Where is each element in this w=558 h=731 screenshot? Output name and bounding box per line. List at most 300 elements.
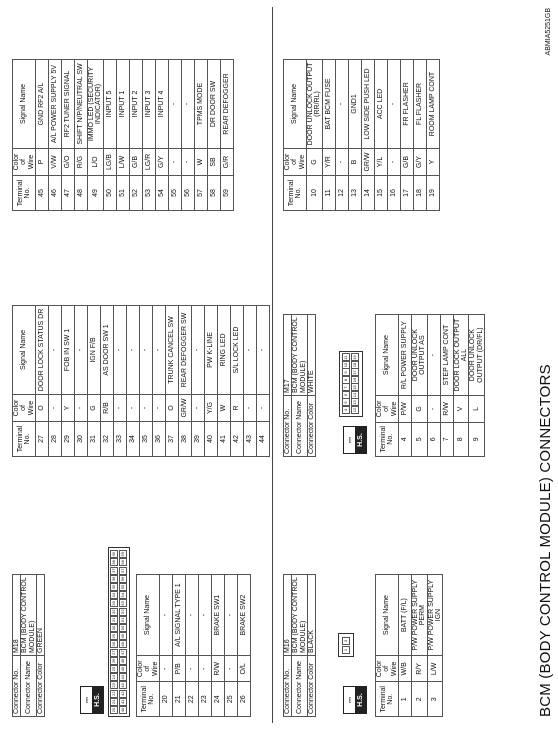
table-row bbox=[205, 306, 218, 457]
signal-name-cell: REAR DEFOGGER SW bbox=[179, 306, 192, 395]
table-row bbox=[348, 60, 361, 211]
terminal-no-cell: 55 bbox=[168, 176, 181, 211]
terminal-no-cell: 24 bbox=[212, 682, 225, 717]
terminal-no-cell: 15 bbox=[374, 176, 387, 211]
header-signal-name: Signal Name bbox=[376, 575, 399, 656]
terminal-no-cell: 31 bbox=[88, 422, 101, 457]
connector-pin: 26 bbox=[111, 658, 116, 664]
wire-color-cell: Y/L bbox=[374, 149, 387, 176]
wire-color-cell: W bbox=[194, 149, 207, 176]
terminal-no-cell: 49 bbox=[88, 176, 104, 211]
table-row bbox=[199, 575, 212, 717]
signal-name-cell: R/L POWER SUPPLY bbox=[399, 315, 412, 396]
terminal-no-cell: 57 bbox=[194, 176, 207, 211]
wire-color-cell: - bbox=[181, 149, 194, 176]
terminal-no-cell: 46 bbox=[49, 176, 62, 211]
table-row bbox=[218, 306, 231, 457]
table-row bbox=[427, 575, 443, 717]
signal-name-cell: - bbox=[225, 575, 238, 656]
signal-name-cell: INPUT 2 bbox=[129, 60, 142, 149]
terminal-no-cell: 43 bbox=[244, 422, 257, 457]
signal-name-cell: - bbox=[114, 306, 127, 395]
connector-pin: 51 bbox=[120, 617, 125, 623]
signal-name-cell: - bbox=[257, 306, 270, 395]
terminal-no-cell: 19 bbox=[426, 176, 439, 211]
connector-no-value: M18 bbox=[13, 575, 21, 656]
terminal-no-cell: 52 bbox=[129, 176, 142, 211]
wire-color-cell: - bbox=[387, 149, 400, 176]
table-row bbox=[207, 60, 220, 211]
connector-pin: 54 bbox=[120, 592, 125, 598]
signal-name-cell: - bbox=[49, 306, 62, 395]
table-row bbox=[192, 306, 205, 457]
table-row bbox=[238, 575, 251, 717]
connector-pin: 37 bbox=[111, 568, 116, 573]
m17-pin-table-continued bbox=[283, 59, 440, 211]
connector-pin: 48 bbox=[120, 642, 125, 647]
connector-pin: 15 bbox=[352, 385, 357, 390]
car-harness-icon: ⎓ bbox=[344, 427, 356, 453]
table-row bbox=[335, 60, 348, 211]
signal-name-cell: PW K-LINE bbox=[205, 306, 218, 395]
connector-pin: 18 bbox=[352, 362, 357, 368]
connector-pin: 5 bbox=[342, 399, 350, 407]
terminal-no-cell: 54 bbox=[155, 176, 168, 211]
table-row bbox=[173, 575, 186, 717]
connector-pin: 40 bbox=[120, 707, 125, 713]
table-row bbox=[75, 60, 88, 211]
signal-name-cell: A/L POWER SUPPLY 5V bbox=[49, 60, 62, 149]
signal-name-cell: P/W POWER SUPPLY PERM bbox=[412, 575, 428, 656]
figure-code: ABMIA5251GB bbox=[545, 8, 552, 56]
terminal-no-cell: 34 bbox=[127, 422, 140, 457]
signal-name-cell: BATT (F/L) bbox=[399, 575, 412, 656]
wire-color-cell: - bbox=[244, 395, 257, 422]
table-row bbox=[88, 306, 101, 457]
wire-color-cell: L/O bbox=[88, 149, 104, 176]
signal-name-cell: S/L LOCK LED bbox=[231, 306, 244, 395]
table-row bbox=[412, 315, 428, 457]
table-row bbox=[36, 306, 49, 457]
wire-color-cell: G bbox=[307, 149, 323, 176]
connector-pin: 1 bbox=[342, 646, 350, 654]
connector-pin: 44 bbox=[120, 674, 125, 680]
wire-color-cell: GR/W bbox=[179, 395, 192, 422]
signal-name-cell: INPUT 1 bbox=[116, 60, 129, 149]
table-row bbox=[469, 315, 485, 457]
table-row bbox=[101, 306, 114, 457]
wire-color-cell: V bbox=[453, 396, 469, 422]
header-signal-name: Signal Name bbox=[137, 575, 160, 656]
wire-color-cell: - bbox=[225, 656, 238, 682]
connector-pin: 3 bbox=[342, 637, 350, 645]
connector-pin: 6 bbox=[342, 391, 350, 399]
connector-pin: 9 bbox=[342, 369, 350, 377]
connector-pin: 55 bbox=[120, 584, 125, 590]
wire-color-cell: - bbox=[199, 656, 212, 682]
m18-pin-table-continued-1 bbox=[12, 305, 270, 457]
label-connector-name: Connector Name bbox=[292, 396, 308, 457]
label-connector-no: Connector No. bbox=[284, 396, 292, 457]
wire-color-cell: G/B bbox=[400, 149, 413, 176]
connector-pin: 25 bbox=[111, 666, 116, 672]
m18-pin-table bbox=[136, 574, 251, 717]
header-color-of-wire: Color of Wire bbox=[13, 395, 36, 422]
signal-name-cell: DOOR UNLOCK OUTPUT (DR/FL) bbox=[469, 315, 485, 396]
m18-pin-table-continued-2 bbox=[12, 59, 234, 211]
signal-name-cell: RF2 TUNER SIGNAL bbox=[62, 60, 75, 149]
signal-name-cell: DR DOOR SW bbox=[207, 60, 220, 149]
terminal-no-cell: 32 bbox=[101, 422, 114, 457]
wire-color-cell: GR/W bbox=[361, 149, 374, 176]
wire-color-cell: - bbox=[186, 656, 199, 682]
table-row bbox=[244, 306, 257, 457]
wire-color-cell: G/O bbox=[62, 149, 75, 176]
terminal-no-cell: 58 bbox=[207, 176, 220, 211]
terminal-no-cell: 22 bbox=[186, 682, 199, 717]
terminal-no-cell: 9 bbox=[469, 422, 485, 456]
signal-name-cell: - bbox=[75, 306, 88, 395]
terminal-no-cell: 13 bbox=[348, 176, 361, 211]
signal-name-cell: IMMO LED (SECURITY INDICATOR) bbox=[88, 60, 104, 149]
connector-m16-block bbox=[283, 574, 443, 717]
connector-m18-block bbox=[12, 551, 248, 717]
signal-name-cell: - bbox=[127, 306, 140, 395]
terminal-no-cell: 47 bbox=[62, 176, 75, 211]
connector-pin: 17 bbox=[352, 370, 357, 375]
signal-name-cell: ACC LED bbox=[374, 60, 387, 149]
m18-continued-block-2 bbox=[12, 59, 234, 211]
table-row bbox=[440, 315, 453, 457]
terminal-no-cell: 33 bbox=[114, 422, 127, 457]
terminal-no-cell: 44 bbox=[257, 422, 270, 457]
hs-label: H.S. bbox=[356, 427, 366, 453]
wire-color-cell: R/W bbox=[212, 656, 225, 682]
connector-pin: 13 bbox=[352, 400, 357, 405]
signal-name-cell: SHIFT N/P/NEUTRAL SW bbox=[75, 60, 88, 149]
m16-pin-table bbox=[375, 574, 443, 717]
table-row bbox=[142, 60, 155, 211]
connector-pin: 33 bbox=[111, 601, 116, 606]
hs-label: H.S. bbox=[93, 687, 103, 713]
connector-pin: 42 bbox=[120, 691, 125, 696]
signal-name-cell: AS DOOR SW 1 bbox=[101, 306, 114, 395]
connector-no-value: M16 bbox=[284, 575, 292, 656]
connector-pin: 39 bbox=[111, 551, 116, 557]
wire-color-cell: R/B bbox=[101, 395, 114, 422]
connector-pin: 36 bbox=[111, 576, 116, 582]
connector-m18-info bbox=[12, 574, 45, 717]
signal-name-cell: - bbox=[192, 306, 205, 395]
connector-pin: 11 bbox=[343, 355, 348, 360]
wire-color-cell: P/W bbox=[399, 396, 412, 422]
connector-pin: 24 bbox=[111, 674, 116, 680]
table-row bbox=[194, 60, 207, 211]
header-signal-name: Signal Name bbox=[376, 315, 399, 396]
connector-pin: 14 bbox=[352, 392, 357, 398]
signal-name-cell: DOOR LOCK OUTPUT ALL bbox=[453, 315, 469, 396]
table-row bbox=[220, 60, 233, 211]
wire-color-cell: R/W bbox=[440, 396, 453, 422]
wire-color-cell: - bbox=[153, 395, 166, 422]
connector-pin: 34 bbox=[111, 592, 116, 598]
m18-continued-block-1 bbox=[12, 305, 270, 457]
connector-name-value: BCM (BODY CONTROL MODULE) bbox=[292, 315, 308, 396]
signal-name-cell: A/L SIGNAL TYPE 1 bbox=[173, 575, 186, 656]
connector-name-value: BCM (BODY CONTROL MODULE) bbox=[21, 575, 37, 656]
wire-color-cell: Y/G bbox=[205, 395, 218, 422]
terminal-no-cell: 5 bbox=[412, 422, 428, 456]
terminal-no-cell: 51 bbox=[116, 176, 129, 211]
terminal-no-cell: 56 bbox=[181, 176, 194, 211]
connector-face-m18 bbox=[108, 547, 130, 717]
m17-continued-block bbox=[283, 59, 440, 211]
terminal-no-cell: 23 bbox=[199, 682, 212, 717]
terminal-no-cell: 16 bbox=[387, 176, 400, 211]
table-row bbox=[257, 306, 270, 457]
label-connector-no: Connector No. bbox=[13, 656, 21, 717]
wire-color-cell: O bbox=[166, 395, 179, 422]
wire-color-cell: L bbox=[469, 396, 485, 422]
signal-name-cell: BRAKE SW1 bbox=[212, 575, 225, 656]
table-row bbox=[36, 60, 49, 211]
table-row bbox=[427, 315, 440, 457]
terminal-no-cell: 27 bbox=[36, 422, 49, 457]
signal-name-cell: INPUT 5 bbox=[103, 60, 116, 149]
hs-badge bbox=[343, 686, 367, 714]
wire-color-cell: R/Y bbox=[412, 656, 428, 682]
wire-color-cell: R/G bbox=[75, 149, 88, 176]
wire-color-cell: R bbox=[231, 395, 244, 422]
label-connector-name: Connector Name bbox=[21, 656, 37, 717]
header-terminal-no: Terminal No. bbox=[13, 422, 36, 457]
connector-pin: 31 bbox=[111, 617, 116, 623]
hs-label: H.S. bbox=[356, 687, 366, 713]
terminal-no-cell: 50 bbox=[103, 176, 116, 211]
wire-color-cell: O/L bbox=[238, 656, 251, 682]
signal-name-cell: TRUNK CANCEL SW bbox=[166, 306, 179, 395]
terminal-no-cell: 29 bbox=[62, 422, 75, 457]
wire-color-cell: P/B bbox=[173, 656, 186, 682]
terminal-no-cell: 53 bbox=[142, 176, 155, 211]
table-row bbox=[181, 60, 194, 211]
wire-color-cell: - bbox=[140, 395, 153, 422]
connector-pin: 4 bbox=[342, 406, 350, 414]
header-color-of-wire: Color of Wire bbox=[376, 396, 399, 422]
wire-color-cell: G bbox=[412, 396, 428, 422]
table-row bbox=[168, 60, 181, 211]
hs-badge bbox=[80, 686, 104, 714]
wire-color-cell: W bbox=[218, 395, 231, 422]
signal-name-cell: - bbox=[186, 575, 199, 656]
signal-name-cell: STEP LAMP CONT bbox=[440, 315, 453, 396]
terminal-no-cell: 21 bbox=[173, 682, 186, 717]
table-row bbox=[225, 575, 238, 717]
table-row bbox=[212, 575, 225, 717]
table-row bbox=[231, 306, 244, 457]
terminal-no-cell: 4 bbox=[399, 422, 412, 456]
table-row bbox=[387, 60, 400, 211]
connector-pin: 10 bbox=[343, 362, 348, 368]
connector-pin: 16 bbox=[352, 377, 357, 383]
signal-name-cell: FL FLASHER bbox=[413, 60, 426, 149]
signal-name-cell: TPMS MODE bbox=[194, 60, 207, 149]
wire-color-cell: G/Y bbox=[155, 149, 168, 176]
connector-pin: 21 bbox=[111, 699, 116, 705]
terminal-no-cell: 7 bbox=[440, 422, 453, 456]
signal-name-cell: DOOR UNLOCK OUTPUT AS bbox=[412, 315, 428, 396]
connector-pin: 30 bbox=[111, 625, 116, 631]
connector-pin: 12 bbox=[352, 407, 357, 413]
table-row bbox=[307, 60, 323, 211]
header-color-of-wire: Color of Wire bbox=[284, 149, 307, 176]
table-row bbox=[114, 306, 127, 457]
wire-color-cell: P bbox=[36, 149, 49, 176]
signal-name-cell: GND RF2 A/L bbox=[36, 60, 49, 149]
signal-name-cell: DOOR LOCK STATUS DR bbox=[36, 306, 49, 395]
table-row bbox=[413, 60, 426, 211]
connector-pin: 49 bbox=[120, 633, 125, 639]
wire-color-cell: - bbox=[192, 395, 205, 422]
wire-color-cell: G/R bbox=[220, 149, 233, 176]
table-row bbox=[116, 60, 129, 211]
table-row bbox=[179, 306, 192, 457]
connector-color-value: WHITE bbox=[308, 315, 316, 396]
terminal-no-cell: 28 bbox=[49, 422, 62, 457]
terminal-no-cell: 35 bbox=[140, 422, 153, 457]
terminal-no-cell: 14 bbox=[361, 176, 374, 211]
signal-name-cell: - bbox=[199, 575, 212, 656]
connector-face-m17 bbox=[339, 351, 363, 417]
hs-badge bbox=[343, 426, 367, 454]
wire-color-cell: - bbox=[75, 395, 88, 422]
table-row bbox=[160, 575, 173, 717]
wire-color-cell: Y bbox=[62, 395, 75, 422]
label-connector-color: Connector Color bbox=[308, 656, 316, 717]
connector-pin: 28 bbox=[111, 642, 116, 647]
table-row bbox=[166, 306, 179, 457]
wire-color-cell: V/W bbox=[49, 149, 62, 176]
table-row bbox=[153, 306, 166, 457]
terminal-no-cell: 38 bbox=[179, 422, 192, 457]
connector-pin: 35 bbox=[111, 584, 116, 590]
wire-color-cell: G bbox=[88, 395, 101, 422]
connector-pin: 47 bbox=[120, 650, 125, 655]
label-connector-color: Connector Color bbox=[308, 396, 316, 457]
signal-name-cell: - bbox=[335, 60, 348, 149]
table-row bbox=[322, 60, 335, 211]
table-row bbox=[400, 60, 413, 211]
signal-name-cell: - bbox=[140, 306, 153, 395]
table-row bbox=[129, 60, 142, 211]
table-row bbox=[399, 315, 412, 457]
connector-pin: 29 bbox=[111, 633, 116, 639]
wire-color-cell: L/W bbox=[427, 656, 443, 682]
wire-color-cell: - bbox=[257, 395, 270, 422]
terminal-no-cell: 41 bbox=[218, 422, 231, 457]
car-harness-icon: ⎓ bbox=[81, 687, 93, 713]
wire-color-cell: Y/R bbox=[322, 149, 335, 176]
signal-name-cell: DOOR UNLOCK OUTPUT (RR/RL) bbox=[307, 60, 323, 149]
car-harness-icon: ⎓ bbox=[344, 687, 356, 713]
wire-color-cell: Y bbox=[426, 149, 439, 176]
wire-color-cell: LG/B bbox=[103, 149, 116, 176]
header-signal-name: Signal Name bbox=[13, 306, 36, 395]
terminal-no-cell: 59 bbox=[220, 176, 233, 211]
connector-pin: 52 bbox=[120, 609, 125, 614]
connector-name-value: BCM (BODY CONTROL MODULE) bbox=[292, 575, 308, 656]
connector-pin: 53 bbox=[120, 601, 125, 606]
signal-name-cell: INPUT 3 bbox=[142, 60, 155, 149]
terminal-no-cell: 26 bbox=[238, 682, 251, 717]
table-row bbox=[426, 60, 439, 211]
connector-color-value: BLACK bbox=[308, 575, 316, 656]
terminal-no-cell: 17 bbox=[400, 176, 413, 211]
terminal-no-cell: 39 bbox=[192, 422, 205, 457]
connector-pin: 27 bbox=[111, 650, 116, 655]
signal-name-cell: LOW SIDE PUSH LED bbox=[361, 60, 374, 149]
wire-color-cell: SB bbox=[207, 149, 220, 176]
signal-name-cell: - bbox=[181, 60, 194, 149]
wire-color-cell: O bbox=[36, 395, 49, 422]
terminal-no-cell: 30 bbox=[75, 422, 88, 457]
connector-pin: 8 bbox=[342, 376, 350, 384]
connector-pin: 58 bbox=[120, 560, 125, 565]
table-row bbox=[186, 575, 199, 717]
terminal-no-cell: 20 bbox=[160, 682, 173, 717]
terminal-no-cell: 42 bbox=[231, 422, 244, 457]
connector-pin: 41 bbox=[120, 699, 125, 705]
connector-pin: 32 bbox=[111, 609, 116, 614]
signal-name-cell: - bbox=[244, 306, 257, 395]
table-row bbox=[62, 60, 75, 211]
header-terminal-no: Terminal No. bbox=[284, 176, 307, 211]
table-row bbox=[140, 306, 153, 457]
signal-name-cell: RING LED bbox=[218, 306, 231, 395]
signal-name-cell: FOB IN SW 1 bbox=[62, 306, 75, 395]
label-connector-name: Connector Name bbox=[292, 656, 308, 717]
terminal-no-cell: 36 bbox=[153, 422, 166, 457]
table-row bbox=[49, 306, 62, 457]
connector-face-m16 bbox=[338, 633, 354, 657]
wire-color-cell: - bbox=[168, 149, 181, 176]
signal-name-cell: FR FLASHER bbox=[400, 60, 413, 149]
terminal-no-cell: 3 bbox=[427, 682, 443, 717]
signal-name-cell: GND1 bbox=[348, 60, 361, 149]
terminal-no-cell: 12 bbox=[335, 176, 348, 211]
table-row bbox=[399, 575, 412, 717]
wire-color-cell: - bbox=[127, 395, 140, 422]
table-row bbox=[127, 306, 140, 457]
connector-pin: 57 bbox=[120, 568, 125, 573]
signal-name-cell: ROOM LAMP CONT bbox=[426, 60, 439, 149]
wire-color-cell: - bbox=[335, 149, 348, 176]
header-terminal-no: Terminal No. bbox=[13, 176, 36, 211]
connector-m16-info bbox=[283, 574, 316, 717]
terminal-no-cell: 8 bbox=[453, 422, 469, 456]
header-color-of-wire: Color of Wire bbox=[137, 656, 160, 682]
terminal-no-cell: 45 bbox=[36, 176, 49, 211]
connector-pin: 19 bbox=[352, 355, 357, 360]
table-row bbox=[412, 575, 428, 717]
header-terminal-no: Terminal No. bbox=[376, 422, 399, 456]
connector-pin: 59 bbox=[120, 551, 125, 557]
table-row bbox=[103, 60, 116, 211]
terminal-no-cell: 10 bbox=[307, 176, 323, 211]
signal-name-cell: INPUT 4 bbox=[155, 60, 168, 149]
connector-pin: 7 bbox=[342, 384, 350, 392]
connector-pin: 43 bbox=[120, 683, 125, 688]
